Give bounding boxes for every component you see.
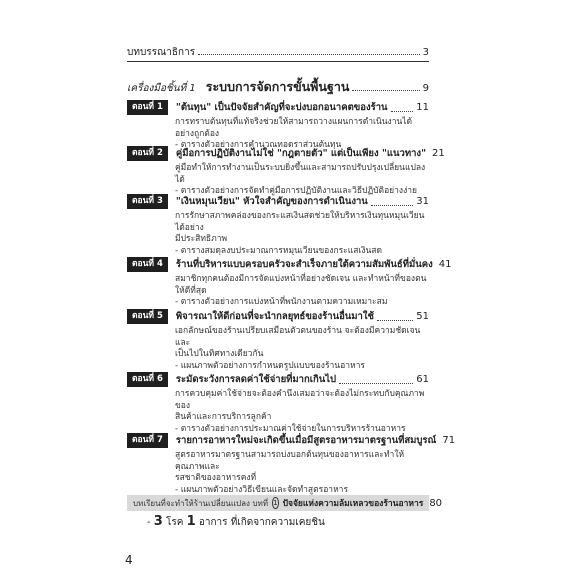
divider: [127, 61, 429, 62]
toc-chapter[interactable]: [127, 146, 445, 198]
toc-tool-heading[interactable]: [127, 77, 429, 97]
chapter-badge: ตอนที่ 3: [127, 194, 168, 209]
chapter-summary-line: สูตรอาหารมาตรฐานสามารถบ่งบอกต้นทุนของอาหารและทำให้คุณภาพและ: [175, 450, 405, 472]
chapter-title: รายการอาหารใหม่จะเกิดขึ้นเมื่อมีสูตรอาหารมาตรฐานที่สมบูรณ์: [175, 435, 437, 446]
dot-leader: [352, 90, 419, 91]
chapter-title: คู่มือการปฏิบัติงานไม่ใช่ "กฎตายตัว" แต่เป็นเพียง "แนวทาง": [175, 148, 427, 159]
dot-leader: [371, 205, 413, 206]
chapter-page: 41: [438, 259, 452, 270]
chapter-title: "ต้นทุน" เป็นปัจจัยสำคัญที่จะบ่งบอกอนาคตของร้าน: [175, 102, 388, 113]
chapter-badge: ตอนที่ 6: [127, 372, 168, 387]
chapter-summary-line: คู่มือทำให้การทำงานเป็นระบบยิ่งขึ้นและสามารถปรับปรุงเปลี่ยนแปลงได้: [175, 163, 426, 185]
chapter-badge: ตอนที่ 4: [127, 257, 168, 272]
chapter-bullet: - แผนภาพตัวอย่างวิธีเขียนและจัดทำสูตรอาหาร: [175, 484, 349, 495]
dot-leader: [339, 383, 413, 384]
chapter-summary-line: การควบคุมค่าใช้จ่ายจะต้องคำนึงเสมอว่าจะต้องไม่กระทบกับคุณภาพของ: [175, 389, 425, 411]
chapter-title: ระมัดระวังการลดค่าใช้จ่ายที่มากเกินไป: [175, 374, 337, 385]
chapter-page: 31: [416, 196, 429, 207]
chapter-page: 11: [416, 102, 429, 113]
lesson-prefix: บทเรียนที่จะทำให้ร้านเปลี่ยนแปลง บทที่: [133, 498, 269, 508]
chapter-bullet: - ตารางตัวอย่างการคำนวณทอดราส่วนต้นทุน: [175, 140, 342, 150]
chapter-badge: ตอนที่ 7: [127, 433, 168, 448]
lesson-page: 80: [429, 497, 443, 509]
page-number: 4: [125, 553, 133, 567]
lesson-title: ปัจจัยแห่งความล้มเหลวของร้านอาหาร: [282, 499, 424, 509]
subtitle-number-2: 1: [186, 514, 196, 529]
chapter-summary-line: การทราบต้นทุนที่แท้จริงช่วยให้สามารถวางแผนการดำเนินงานได้อย่างถูกต้อง: [175, 117, 413, 139]
chapter-title: "เงินหมุนเวียน" หัวใจสำคัญของการดำเนินงาน: [175, 196, 368, 207]
chapter-bullet: - ตารางตัวอย่างการแบ่งหน้าที่พนักงานตามความเหมาะสม: [175, 297, 388, 307]
tool-label: เครื่องมือชิ้นที่ 1: [127, 83, 196, 94]
toc-chapter[interactable]: [127, 100, 429, 152]
editorial-label: บทบรรณาธิการ: [127, 47, 196, 58]
chapter-title: พิจารณาให้ดีก่อนที่จะนำกลยุทธ์ของร้านอื่นมาใช้: [175, 311, 374, 322]
chapter-page: 71: [442, 435, 456, 446]
chapter-summary-line: การรักษาสภาพคล่องของกระแสเงินสดช่วยให้บริหารเงินทุนหมุนเวียนได้อย่าง: [175, 211, 425, 233]
chapter-bullet: - ตารางตัวอย่างการจัดทำคู่มือการปฏิบัติงานและวิธีปฏิบัติอย่างง่าย: [175, 186, 417, 196]
chapter-page: 51: [416, 311, 429, 322]
chapter-summary-line: เอกลักษณ์ของร้านเปรียบเสมือนตัวตนของร้าน จะต้องมีความชัดเจนและ: [175, 326, 421, 348]
toc-lesson-banner[interactable]: [127, 495, 443, 511]
editorial-page: 3: [422, 47, 429, 58]
toc-chapter[interactable]: [127, 194, 429, 257]
chapter-page: 61: [416, 374, 429, 385]
chapter-badge: ตอนที่ 1: [127, 100, 168, 115]
toc-chapter[interactable]: [127, 433, 456, 496]
subtitle-word-2: อาการ ที่เกิดจากความเคยชิน: [195, 517, 325, 528]
dot-leader: [377, 320, 413, 321]
chapter-bullet: - ตารางสมดุลงบประมาณการหมุนเวียนของกระแสเงินสด: [175, 245, 382, 256]
chapter-title: ร้านที่บริหารแบบครอบครัวจะสำเร็จภายใต้ความสัมพันธ์ที่มั่นคง: [175, 259, 433, 270]
chapter-summary-line: เป็นไปในทิศทางเดียวกัน: [175, 349, 264, 359]
chapter-bullet: - ตารางตัวอย่างการประมาณค่าใช้จ่ายในการบริหารร้านอาหาร: [175, 423, 406, 434]
tool-title: ระบบการจัดการขั้นพื้นฐาน: [205, 79, 350, 94]
toc-chapter[interactable]: [127, 372, 429, 435]
subtitle-number-1: 3: [153, 514, 163, 529]
chapter-summary-line: สินค้าและการบริการลูกค้า: [175, 412, 272, 422]
chapter-bullet: - แผนภาพตัวอย่างการกำหนดรูปแบบของร้านอาหาร: [175, 360, 365, 371]
dot-leader: [391, 111, 414, 112]
chapter-summary-line: มีประสิทธิภาพ: [175, 234, 228, 244]
lesson-number: 1: [273, 499, 278, 507]
chapter-summary-line: รสชาติของอาหารคงที่: [175, 473, 257, 483]
chapter-badge: ตอนที่ 2: [127, 146, 168, 161]
tool-page: 9: [422, 83, 429, 94]
dot-leader: [198, 54, 420, 55]
chapter-page: 21: [432, 148, 445, 159]
subtitle-dash: -: [147, 517, 154, 528]
toc-editorial[interactable]: [127, 45, 429, 60]
chapter-badge: ตอนที่ 5: [127, 309, 168, 324]
subtitle-word-1: โรค: [162, 517, 187, 528]
lesson-subtitle: [147, 514, 325, 530]
toc-chapter[interactable]: [127, 257, 452, 309]
chapter-summary-line: สมาชิกทุกคนต้องมีการจัดแบ่งหน้าที่อย่างชัดเจน และทำหน้าที่ของตนให้ดีที่สุด: [175, 274, 427, 296]
toc-chapter[interactable]: [127, 309, 429, 372]
